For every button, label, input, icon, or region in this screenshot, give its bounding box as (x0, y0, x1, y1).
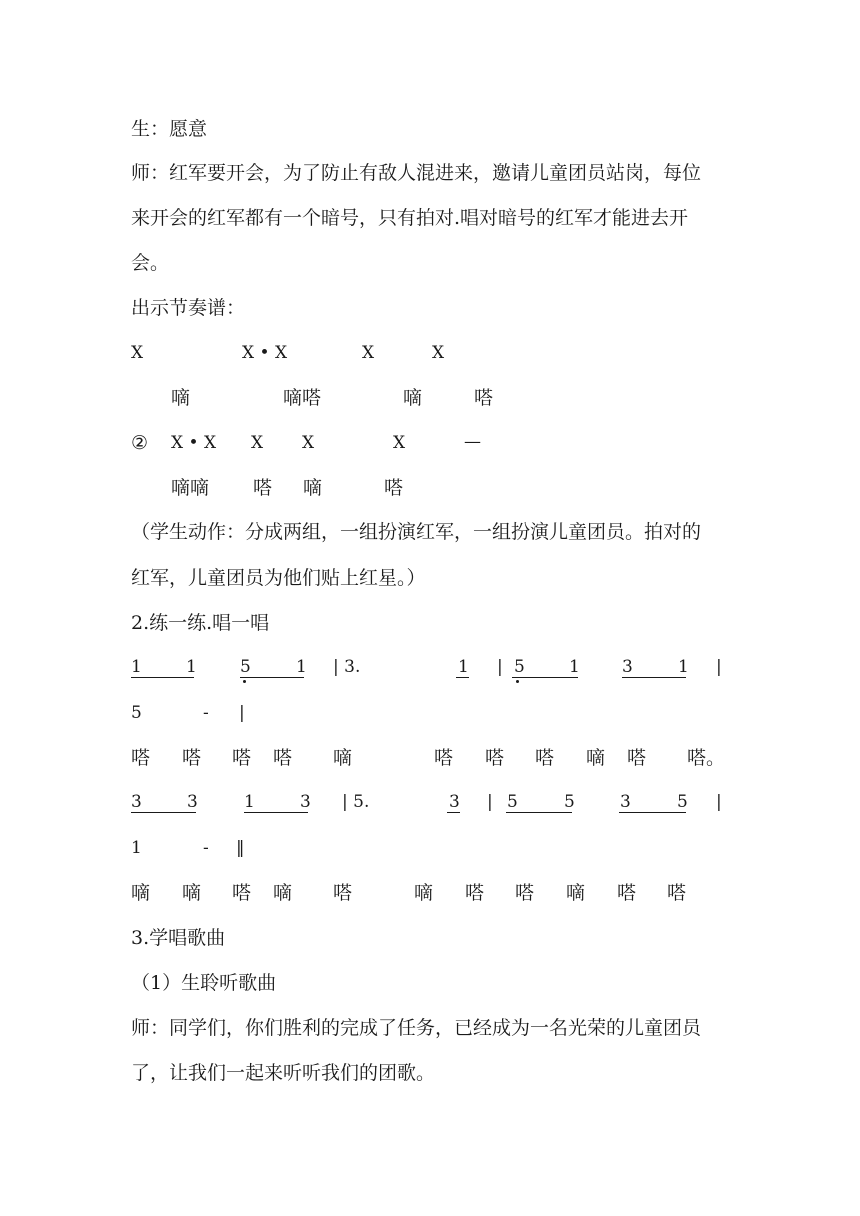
lyric-syllable: 嗒 (232, 747, 252, 769)
melody-note: 3 (131, 792, 142, 812)
lyric-syllable: 嗒 (131, 747, 151, 769)
melody-hold-dash: - (203, 838, 209, 858)
melody-note: 1 (296, 657, 307, 677)
melody-note: 1 (458, 657, 469, 677)
melody-note: 5 (677, 792, 688, 812)
paragraph-teacher-line-2: 来开会的红军都有一个暗号，只有拍对.唱对暗号的红军才能进去开 (131, 207, 689, 229)
rhythm-syllable: 嗒 (474, 387, 494, 409)
lyric-syllable: 嗒 (273, 747, 293, 769)
melody-note: 5 (514, 657, 525, 677)
melody-note: 5 (564, 792, 575, 812)
eighth-note-underline (447, 812, 460, 813)
rhythm-note: X • X (171, 433, 217, 453)
melody-note: 1 (678, 657, 689, 677)
melody-note: 1 (244, 792, 255, 812)
rhythm-syllable: 嘀嘀 (171, 477, 210, 499)
lyric-syllable: 嗒 (333, 882, 353, 904)
rhythm-note: X (362, 343, 375, 363)
barline: | (497, 657, 503, 677)
subsection-heading-listen: （1）生聆听歌曲 (131, 972, 277, 994)
lyric-syllable: 嘀 (182, 882, 202, 904)
lyric-syllable: 嗒 (515, 882, 535, 904)
lyric-syllable: 嘀 (586, 747, 606, 769)
eighth-note-underline (240, 677, 304, 678)
eighth-note-underline (131, 677, 194, 678)
barline: | (487, 792, 493, 812)
lyric-syllable: 嗒 (617, 882, 637, 904)
lyric-syllable: 嘀 (273, 882, 293, 904)
melody-note: 3 (449, 792, 460, 812)
melody-note: 3 (187, 792, 198, 812)
rhythm-syllable: 嘀 (403, 387, 423, 409)
melody-note: 1 (569, 657, 580, 677)
barline: | (716, 657, 722, 677)
paragraph-teacher-closing-1: 师：同学们，你们胜利的完成了任务，已经成为一名光荣的儿童团员 (131, 1017, 702, 1039)
barline-with-note: | 5. (342, 792, 370, 812)
lyric-syllable: 嗒 (434, 747, 454, 769)
lyric-syllable: 嘀 (414, 882, 434, 904)
lyric-syllable: 嘀 (333, 747, 353, 769)
eighth-note-underline (506, 812, 572, 813)
rhythm-syllable: 嘀 (171, 387, 191, 409)
melody-note: 5 (240, 657, 251, 677)
rhythm-syllable: 嘀 (303, 477, 323, 499)
eighth-note-underline (512, 677, 578, 678)
melody-note: 1 (131, 838, 142, 858)
lyric-syllable: 嗒 (667, 882, 687, 904)
rhythm-hold-dash: — (464, 432, 481, 452)
melody-note: 3 (622, 657, 633, 677)
section-heading-practice: 2.练一练.唱一唱 (131, 612, 270, 634)
paragraph-teacher-line-3: 会。 (131, 252, 170, 274)
rhythm-syllable: 嘀嗒 (283, 387, 322, 409)
lyric-syllable: 嗒 (465, 882, 485, 904)
lyric-syllable: 嗒 (485, 747, 505, 769)
eighth-note-underline (131, 812, 196, 813)
melody-note: 3 (620, 792, 631, 812)
melody-note: 1 (131, 657, 142, 677)
eighth-note-underline (244, 812, 308, 813)
lyric-syllable: 嗒。 (687, 747, 726, 769)
barline: | (716, 792, 722, 812)
paragraph-action-line-2: 红军，儿童团员为他们贴上红星。） (131, 567, 426, 589)
rhythm-syllable: 嗒 (384, 477, 404, 499)
rhythm-note: X (131, 343, 144, 363)
barline-with-note: | 3. (333, 657, 361, 677)
lyric-syllable: 嗒 (232, 882, 252, 904)
low-octave-dot (243, 680, 246, 683)
lyric-syllable: 嗒 (627, 747, 647, 769)
rhythm-note: X (432, 343, 445, 363)
lyric-syllable: 嗒 (182, 747, 202, 769)
paragraph-action-line-1: （学生动作：分成两组，一组扮演红军，一组扮演儿童团员。拍对的 (131, 521, 702, 543)
melody-hold-dash: - (203, 703, 209, 723)
eighth-note-underline (619, 812, 686, 813)
lyric-syllable: 嘀 (566, 882, 586, 904)
low-octave-dot (516, 680, 519, 683)
final-barline: ‖ (236, 838, 245, 858)
lyric-syllable: 嘀 (131, 882, 151, 904)
barline: | (239, 703, 245, 723)
eighth-note-underline (622, 677, 686, 678)
rhythm-heading: 出示节奏谱： (131, 297, 246, 319)
rhythm-note: X (251, 433, 264, 453)
rhythm-note: X (393, 433, 406, 453)
melody-note: 5 (131, 703, 142, 723)
eighth-note-underline (456, 677, 469, 678)
paragraph-teacher-line-1: 师：红军要开会，为了防止有敌人混进来，邀请儿童团员站岗，每位 (131, 162, 702, 184)
rhythm-note: X (302, 433, 315, 453)
melody-note: 5 (507, 792, 518, 812)
melody-note: 3 (300, 792, 311, 812)
paragraph-student-answer: 生：愿意 (131, 118, 208, 140)
rhythm-syllable: 嗒 (253, 477, 273, 499)
section-heading-learn-song: 3.学唱歌曲 (131, 927, 226, 949)
lyric-syllable: 嗒 (535, 747, 555, 769)
rhythm-note: X • X (242, 343, 288, 363)
circled-number-two: ② (131, 432, 149, 454)
melody-note: 1 (186, 657, 197, 677)
paragraph-teacher-closing-2: 了，让我们一起来听听我们的团歌。 (131, 1062, 436, 1084)
